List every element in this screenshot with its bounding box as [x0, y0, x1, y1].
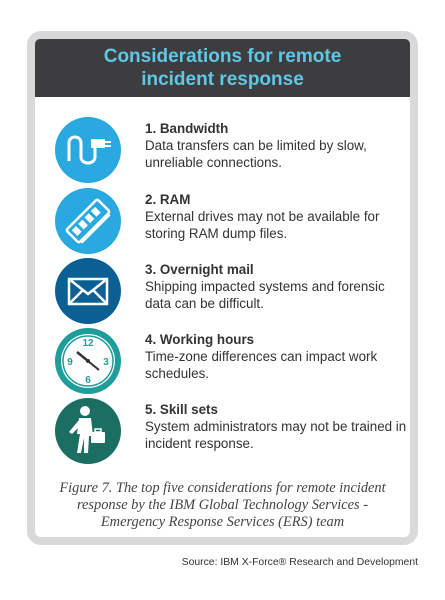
header-title-line-2: incident response: [141, 69, 304, 90]
consideration-bandwidth: [55, 117, 410, 185]
skill-sets-desc: System administrators may not be trained in incident response.: [145, 419, 407, 451]
bandwidth-desc: Data transfers can be limited by slow, unreliable connections.: [145, 138, 367, 170]
header-banner: [35, 39, 410, 97]
source-note: Source: IBM X-Force® Research and Development: [181, 557, 418, 568]
cable-icon: [55, 117, 121, 183]
consideration-skill-sets: [55, 398, 410, 466]
ram-title: 2. RAM: [145, 192, 191, 207]
working-hours-title: 4. Working hours: [145, 332, 255, 347]
figure-caption: Figure 7. The top five considerations for remote incident response by the IBM Global Technology Services - Emergency Response Services (ERS) team: [59, 480, 386, 530]
overnight-mail-desc: Shipping impacted systems and forensic data can be difficult.: [145, 279, 385, 311]
clock-numeral-3: 3: [103, 357, 109, 368]
clock-icon: [55, 328, 121, 394]
clock-numeral-12: 12: [82, 338, 94, 349]
consideration-overnight-mail: [55, 258, 410, 326]
working-hours-desc: Time-zone differences can impact work schedules.: [145, 349, 378, 381]
consideration-working-hours: [55, 328, 410, 396]
clock-numeral-6: 6: [85, 375, 91, 386]
header-title-line-1: Considerations for remote: [103, 46, 342, 67]
infographic-card: [27, 31, 418, 545]
bandwidth-title: 1. Bandwidth: [145, 121, 229, 136]
envelope-icon: [55, 258, 121, 324]
ram-desc: External drives may not be available for storing RAM dump files.: [145, 209, 380, 241]
overnight-mail-title: 3. Overnight mail: [145, 262, 254, 277]
clock-numeral-9: 9: [67, 357, 73, 368]
consideration-ram: [55, 188, 410, 256]
ram-chip-icon: [55, 188, 121, 254]
skill-sets-title: 5. Skill sets: [145, 402, 218, 417]
person-briefcase-icon: [55, 398, 121, 464]
